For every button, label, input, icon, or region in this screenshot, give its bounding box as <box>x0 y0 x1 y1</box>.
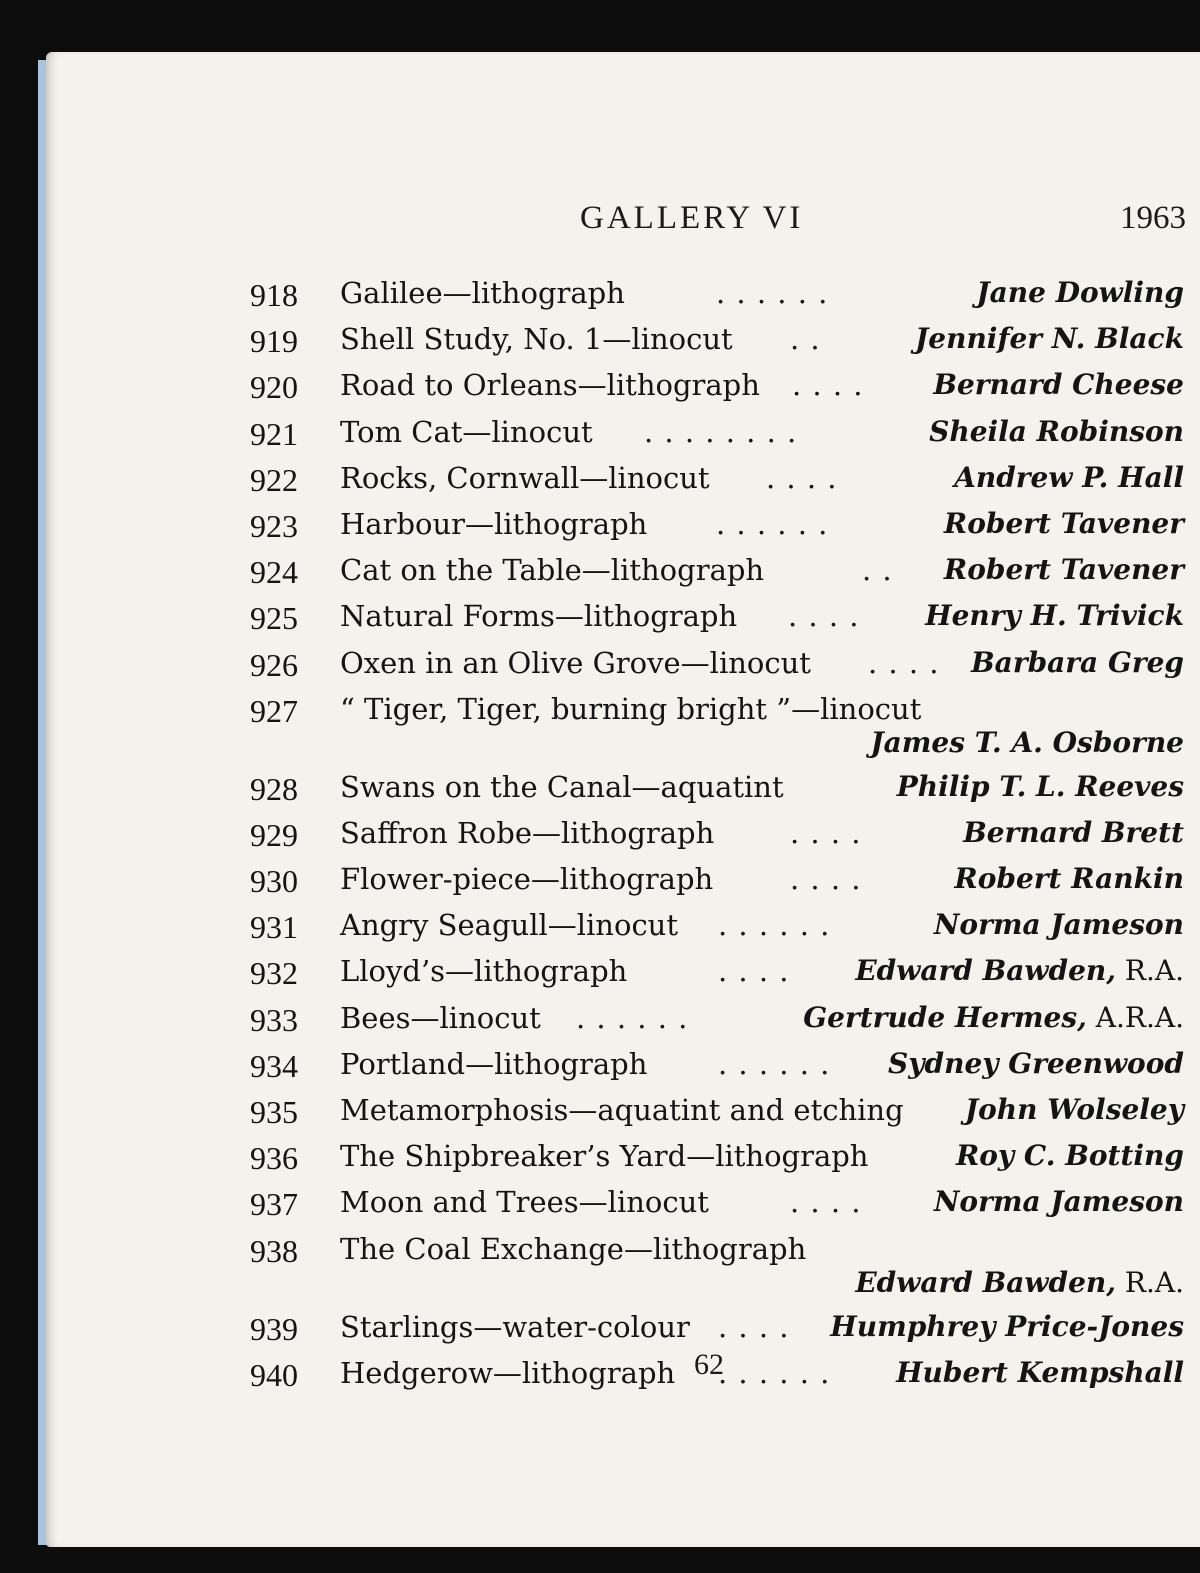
catalogue-entry <box>46 810 1200 856</box>
entry-title: Angry Seagull—linocut <box>340 908 679 943</box>
entry-number: 935 <box>250 1094 298 1130</box>
artist-name: James T. A. Osborne <box>870 725 1184 759</box>
artist-honours: A.R.A. <box>1086 1000 1184 1034</box>
dot-leaders: . . . . . . <box>576 1000 689 1035</box>
entry-title: Rocks, Cornwall—linocut <box>340 460 710 495</box>
entry-artist <box>934 902 1184 948</box>
entry-title: Flower-piece—lithograph <box>340 862 714 897</box>
entry-title: The Coal Exchange—lithograph <box>340 1231 807 1266</box>
artist-honours: R.A. <box>1115 954 1184 988</box>
entry-artist <box>830 1304 1184 1350</box>
dot-leaders: . . . . . . <box>718 1355 831 1390</box>
entry-title: Shell Study, No. 1—linocut <box>340 322 733 357</box>
entry-artist <box>954 455 1184 501</box>
dot-leaders: . . . . <box>868 645 940 680</box>
catalogue-entry <box>46 316 1200 362</box>
entry-number: 928 <box>250 770 298 807</box>
entry-title: Oxen in an Olive Grove—linocut <box>340 645 811 680</box>
entry-number: 924 <box>250 554 298 591</box>
entry-artist <box>965 1087 1184 1133</box>
artist-name: Bernard Brett <box>963 815 1184 849</box>
entry-artist <box>897 764 1184 810</box>
catalogue-entry <box>46 995 1200 1041</box>
dot-leaders: . . . . . . <box>718 908 831 943</box>
dot-leaders: . . . . <box>790 862 862 897</box>
entry-artist <box>956 1133 1184 1179</box>
entry-artist <box>933 362 1184 408</box>
catalogue-entry <box>46 593 1200 639</box>
catalogue-list <box>46 270 1200 1396</box>
artist-name: Henry H. Trivick <box>925 599 1184 633</box>
entry-artist <box>934 1179 1184 1225</box>
artist-name: Hubert Kempshall <box>896 1355 1184 1389</box>
dot-leaders: . . . . . . <box>716 276 829 310</box>
catalogue-entry <box>46 547 1200 593</box>
running-head-year: 1963 <box>1120 200 1186 236</box>
artist-name: John Wolseley <box>964 1093 1184 1126</box>
artist-name: Humphrey Price-Jones <box>830 1309 1184 1343</box>
entry-number: 939 <box>250 1310 298 1347</box>
entry-number: 930 <box>250 863 298 900</box>
page-header <box>46 200 1200 244</box>
catalogue-entry <box>46 1041 1200 1087</box>
page-number: 62 <box>694 1348 724 1381</box>
entry-title: Saffron Robe—lithograph <box>340 815 715 850</box>
entry-number: 936 <box>250 1140 298 1177</box>
dot-leaders: . . <box>790 322 821 357</box>
entry-number: 922 <box>250 461 298 498</box>
entry-artist <box>855 1260 1184 1306</box>
catalogue-entry <box>46 640 1200 686</box>
catalogue-entry <box>46 764 1200 810</box>
entry-artist <box>896 1350 1184 1396</box>
catalogue-entry <box>46 455 1200 501</box>
entry-artist <box>915 316 1184 362</box>
entry-title: Hedgerow—lithograph <box>340 1355 676 1390</box>
dot-leaders: . . . . <box>790 815 862 850</box>
dot-leaders: . . . . <box>788 599 860 634</box>
entry-artist <box>976 270 1184 316</box>
artist-name: Philip T. L. Reeves <box>896 769 1184 803</box>
entry-number: 934 <box>250 1047 298 1084</box>
entry-artist <box>944 547 1184 593</box>
catalogue-entry <box>46 409 1200 455</box>
artist-name: Edward Bawden, <box>855 954 1116 988</box>
artist-name: Sheila Robinson <box>929 414 1184 448</box>
entry-title: Lloyd’s—lithograph <box>340 954 628 989</box>
artist-name: Bernard Cheese <box>933 368 1184 402</box>
artist-name: Andrew P. Hall <box>954 460 1184 494</box>
artist-name: Roy C. Botting <box>955 1139 1184 1173</box>
catalogue-entry <box>46 856 1200 902</box>
entry-title: Moon and Trees—linocut <box>340 1185 709 1220</box>
artist-name: Gertrude Hermes, <box>803 1000 1087 1034</box>
entry-title: Cat on the Table—lithograph <box>340 553 765 588</box>
catalogue-entry <box>46 1226 1200 1304</box>
artist-name: Norma Jameson <box>933 908 1184 942</box>
entry-number: 919 <box>250 323 298 360</box>
entry-title: Metamorphosis—aquatint and etching <box>340 1093 904 1127</box>
entry-number: 926 <box>250 646 298 683</box>
entry-artist <box>925 593 1184 639</box>
artist-name: Norma Jameson <box>933 1185 1184 1219</box>
artist-name: Robert Tavener <box>943 506 1184 540</box>
entry-number: 921 <box>250 415 298 452</box>
entry-title: The Shipbreaker’s Yard—lithograph <box>340 1139 869 1174</box>
entry-title: Tom Cat—linocut <box>340 414 593 449</box>
entry-artist <box>971 640 1184 686</box>
entry-title: Portland—lithograph <box>340 1046 648 1081</box>
catalogue-entry <box>46 1350 1200 1396</box>
entry-number: 927 <box>250 692 298 729</box>
running-head-title: GALLERY VI <box>580 200 804 236</box>
entry-number: 918 <box>250 277 298 313</box>
artist-name: Robert Tavener <box>943 553 1184 587</box>
entry-title: Road to Orleans—lithograph <box>340 368 760 403</box>
dot-leaders: . . . . <box>718 954 790 989</box>
artist-name: Jane Dowling <box>976 276 1184 309</box>
entry-number: 938 <box>250 1232 298 1269</box>
entry-artist <box>870 720 1184 766</box>
catalogue-entry <box>46 902 1200 948</box>
artist-name: Jennifer N. Black <box>915 322 1184 356</box>
dot-leaders: . . . . <box>718 1309 790 1344</box>
entry-artist <box>929 409 1184 455</box>
entry-number: 929 <box>250 816 298 853</box>
catalogue-entry <box>46 1179 1200 1225</box>
dot-leaders: . . <box>862 553 893 588</box>
entry-title: Galilee—lithograph <box>340 276 625 310</box>
entry-title: Swans on the Canal—aquatint <box>340 769 784 804</box>
entry-number: 923 <box>250 507 298 544</box>
entry-number: 933 <box>250 1001 298 1038</box>
entry-artist <box>803 995 1184 1041</box>
artist-name: Barbara Greg <box>971 645 1184 679</box>
artist-name: Robert Rankin <box>954 862 1184 896</box>
entry-number: 931 <box>250 909 298 946</box>
catalogue-entry <box>46 1304 1200 1350</box>
entry-number: 937 <box>250 1186 298 1223</box>
entry-title: Natural Forms—lithograph <box>340 599 738 634</box>
dot-leaders: . . . . . . . . <box>644 414 798 449</box>
entry-artist <box>888 1041 1184 1087</box>
entry-title: Harbour—lithograph <box>340 506 648 541</box>
dot-leaders: . . . . . . <box>718 1046 831 1081</box>
catalogue-entry <box>46 270 1200 316</box>
dot-leaders: . . . . . . <box>716 506 829 541</box>
entry-artist <box>855 948 1184 994</box>
dot-leaders: . . . . <box>766 460 838 495</box>
entry-title: “ Tiger, Tiger, burning bright ”—linocut <box>340 691 922 726</box>
artist-honours: R.A. <box>1115 1265 1184 1299</box>
dot-leaders: . . . . <box>792 368 864 403</box>
book-page <box>46 52 1200 1547</box>
entry-artist <box>944 501 1184 547</box>
artist-name: Sydney Greenwood <box>888 1046 1184 1080</box>
catalogue-entry <box>46 686 1200 764</box>
entry-title: Bees—linocut <box>340 1000 541 1035</box>
entry-title: Starlings—water-colour <box>340 1309 690 1344</box>
catalogue-entry <box>46 948 1200 994</box>
entry-number: 920 <box>250 369 298 406</box>
entry-artist <box>954 856 1184 902</box>
entry-number: 932 <box>250 955 298 992</box>
entry-number: 925 <box>250 600 298 637</box>
artist-name: Edward Bawden, <box>855 1265 1116 1299</box>
entry-number: 940 <box>250 1356 298 1393</box>
catalogue-entry <box>46 1087 1200 1133</box>
catalogue-entry <box>46 362 1200 408</box>
entry-artist <box>963 810 1184 856</box>
dot-leaders: . . . . <box>790 1185 862 1220</box>
catalogue-entry <box>46 501 1200 547</box>
catalogue-entry <box>46 1133 1200 1179</box>
